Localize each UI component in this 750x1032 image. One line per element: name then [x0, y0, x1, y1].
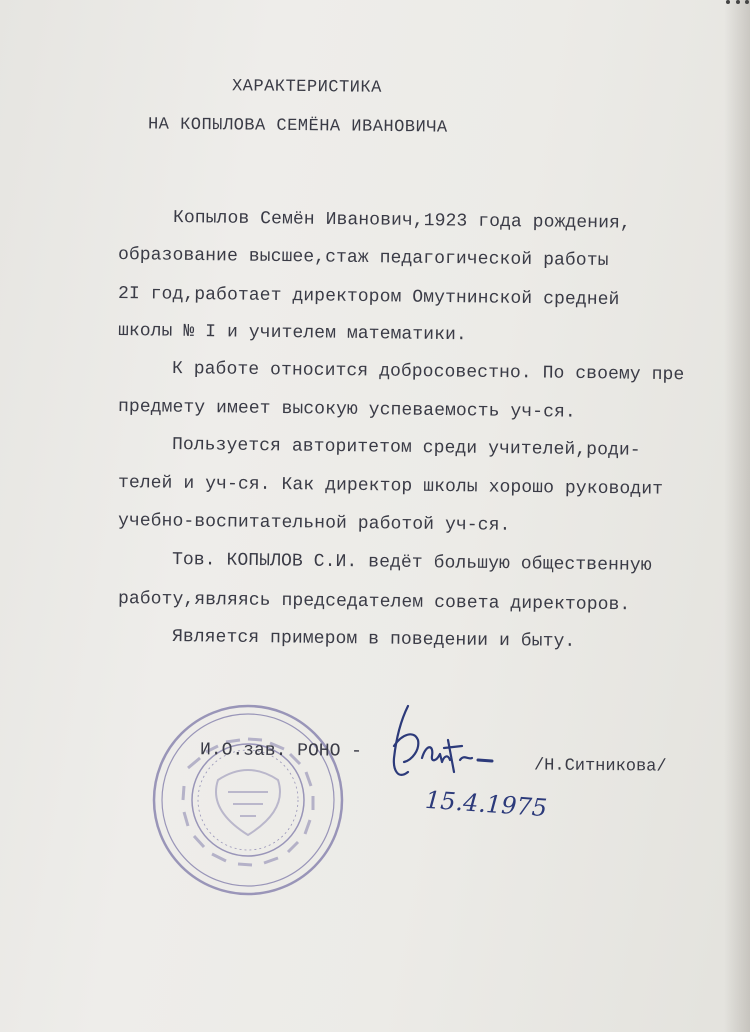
body-line: предмету имеет высокую успеваемость уч-ся.	[117, 397, 576, 423]
document-subtitle: НА КОПЫЛОВА СЕМЁНА ИВАНОВИЧА	[147, 115, 448, 138]
body-line: Является примером в поведении и быту.	[171, 627, 576, 652]
body-line: Пользуется авторитетом среди учителей,роди-	[171, 435, 641, 461]
body-line: работу,являясь председателем совета директоров.	[117, 589, 631, 616]
body-line: Тов. КОПЫЛОВ С.И. ведёт большую общественную	[171, 550, 652, 576]
body-line: Копылов Семён Иванович,1923 года рождения,	[172, 208, 631, 234]
signatory-name: /Н.Ситникова/	[533, 756, 667, 777]
body-line: школы № I и учителем математики.	[117, 321, 467, 346]
signature-position: И.О.зав. РОНО -	[199, 740, 363, 762]
corner-marks	[690, 0, 750, 8]
official-stamp	[148, 700, 348, 900]
body-line: образование высшее,стаж педагогической работы	[117, 245, 609, 271]
page-edge-shadow	[724, 0, 750, 1032]
handwritten-date: 15.4.1975	[424, 785, 548, 823]
body-line: К работе относится добросовестно. По своему пре	[171, 359, 685, 386]
handwritten-signature	[378, 700, 508, 792]
document-title: ХАРАКТЕРИСТИКА	[231, 77, 382, 98]
body-line: 2I год,работает директором Омутнинской средней	[117, 284, 620, 311]
body-line: телей и уч-ся. Как директор школы хорошо руководит	[117, 473, 664, 500]
body-line: учебно-воспитательной работой уч-ся.	[117, 511, 511, 536]
